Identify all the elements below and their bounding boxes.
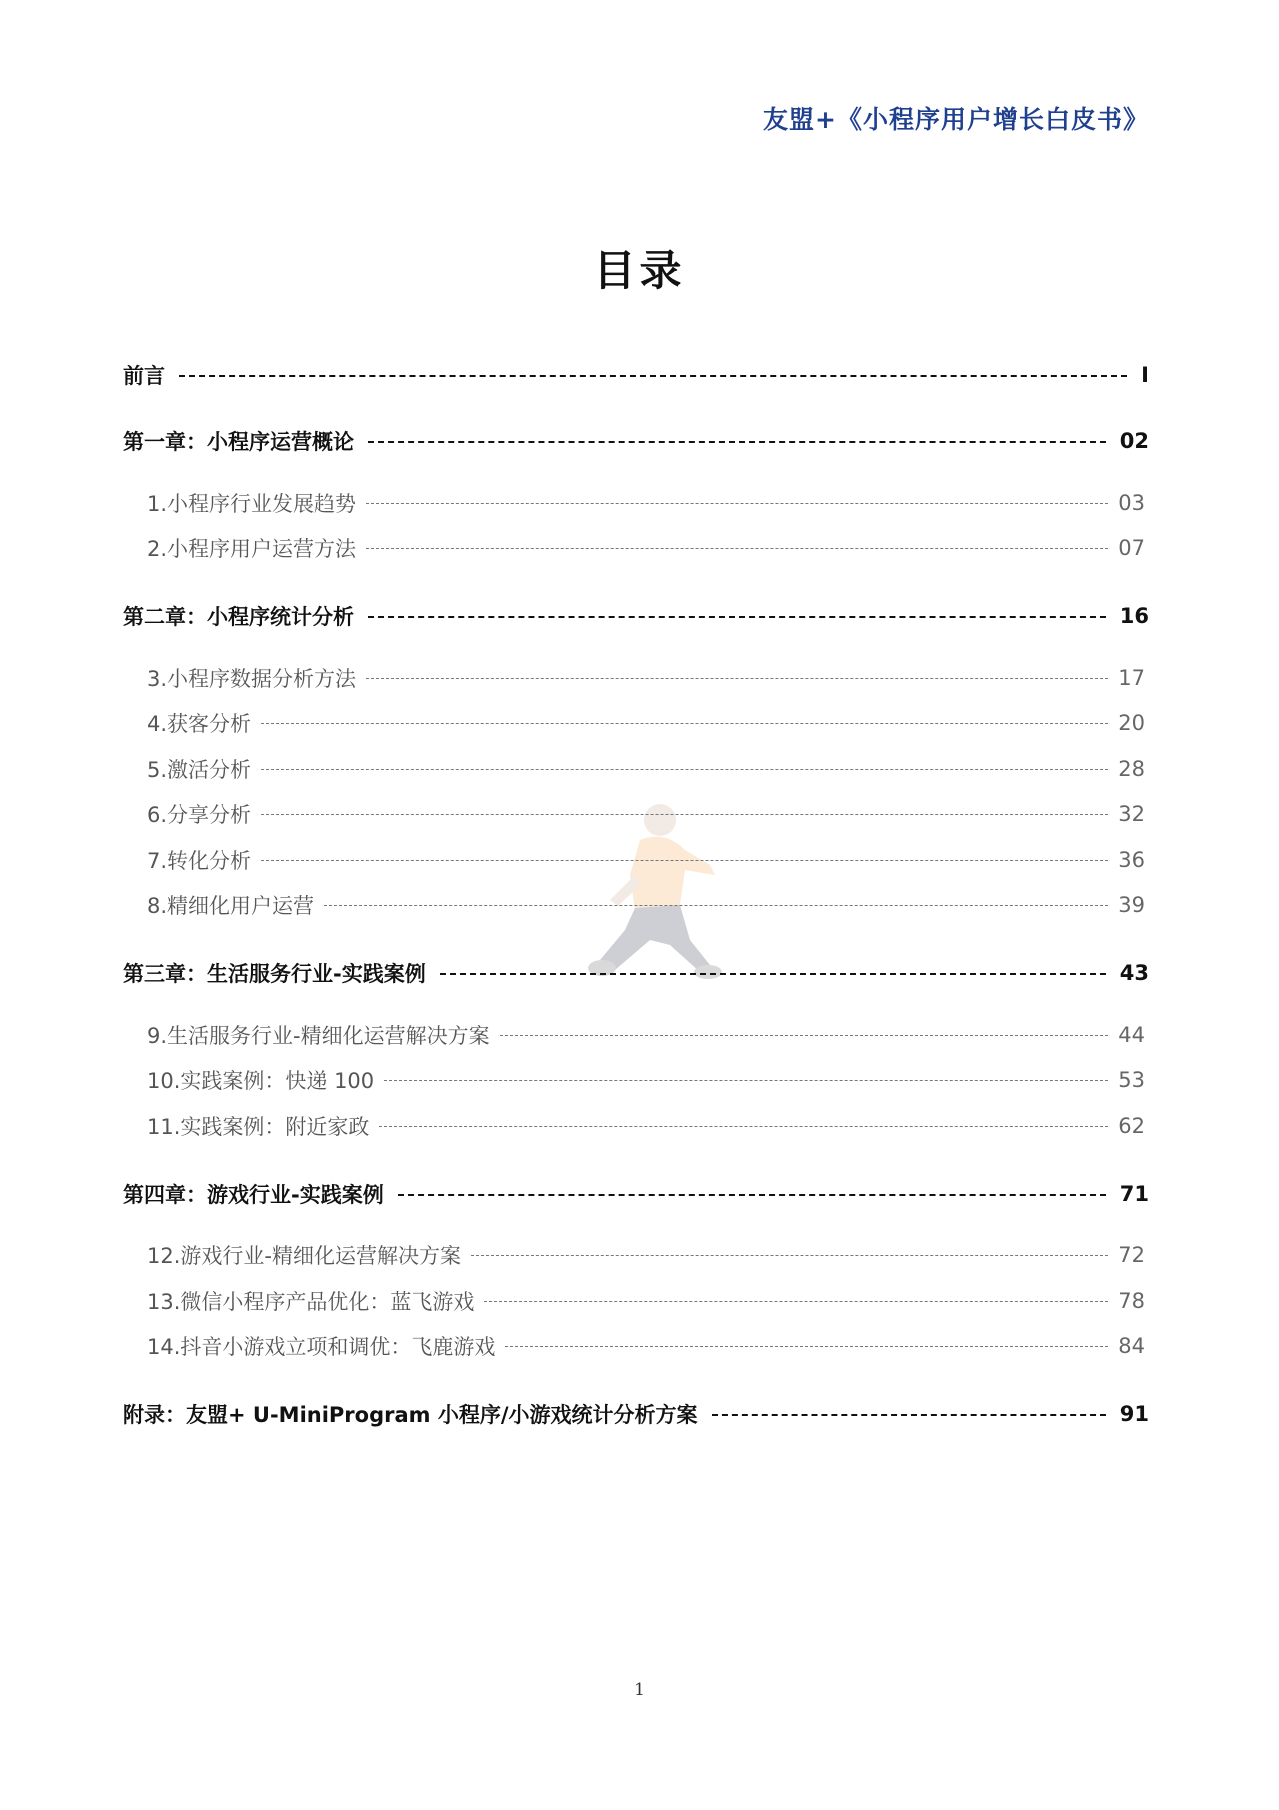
toc-page-number: 78 xyxy=(1118,1288,1145,1313)
toc-entry-title: 6.分享分析 xyxy=(147,803,252,828)
toc-page-number: 84 xyxy=(1118,1334,1145,1359)
toc-page-number: 07 xyxy=(1118,536,1145,561)
toc-page-number: 72 xyxy=(1118,1243,1145,1268)
toc-entry-title: 1.小程序行业发展趋势 xyxy=(147,491,357,516)
toc-chapter-entry[interactable] xyxy=(123,1161,1155,1227)
toc-page-number: 44 xyxy=(1118,1022,1145,1047)
dotted-leader xyxy=(261,758,1108,780)
toc-entry-title: 附录：友盟+ U-MiniProgram 小程序/小游戏统计分析方案 xyxy=(123,1403,698,1427)
dotted-leader xyxy=(484,1290,1108,1312)
toc-page-number: 02 xyxy=(1119,429,1149,453)
toc-chapter-entry[interactable] xyxy=(123,583,1155,649)
dotted-leader xyxy=(261,712,1108,734)
dotted-leader xyxy=(261,849,1108,871)
dotted-leader xyxy=(366,537,1108,559)
toc-section-entry[interactable] xyxy=(123,746,1155,792)
toc-section-entry[interactable] xyxy=(123,1324,1155,1370)
toc-chapter-entry[interactable] xyxy=(123,940,1155,1006)
toc-page-number: 62 xyxy=(1118,1113,1145,1138)
dotted-leader xyxy=(368,430,1106,452)
dotted-leader xyxy=(500,1024,1109,1046)
toc-page-number: 53 xyxy=(1118,1068,1145,1093)
toc-page-number: 03 xyxy=(1118,490,1145,515)
dotted-leader xyxy=(366,667,1108,689)
toc-entry-title: 5.激活分析 xyxy=(147,757,252,782)
toc-section-entry[interactable] xyxy=(123,883,1155,929)
toc-entry-title: 10.实践案例：快递 100 xyxy=(147,1069,375,1094)
toc-page-number: 91 xyxy=(1119,1402,1149,1426)
toc-page-number: 20 xyxy=(1118,711,1145,736)
toc-section-entry[interactable] xyxy=(123,1058,1155,1104)
toc-chapter-entry[interactable] xyxy=(123,342,1155,408)
page-title: 目录 xyxy=(593,246,686,295)
toc-section-entry[interactable] xyxy=(123,1012,1155,1058)
dotted-leader xyxy=(324,894,1108,916)
toc-entry-title: 4.获客分析 xyxy=(147,712,252,737)
toc-entry-title: 3.小程序数据分析方法 xyxy=(147,666,357,691)
toc-page-number: 17 xyxy=(1118,665,1145,690)
toc-entry-title: 第一章：小程序运营概论 xyxy=(123,430,354,454)
toc-section-entry[interactable] xyxy=(123,655,1155,701)
toc-page-number: I xyxy=(1141,363,1149,387)
toc-entry-title: 第三章：生活服务行业-实践案例 xyxy=(123,962,426,986)
toc-page-number: 16 xyxy=(1119,604,1149,628)
dotted-leader xyxy=(368,605,1106,627)
toc-entry-title: 9.生活服务行业-精细化运营解决方案 xyxy=(147,1023,490,1048)
dotted-leader xyxy=(471,1244,1108,1266)
dotted-leader xyxy=(712,1403,1106,1425)
toc-page-number: 36 xyxy=(1118,847,1145,872)
toc-page-number: 32 xyxy=(1118,802,1145,827)
toc-section-entry[interactable] xyxy=(123,1233,1155,1279)
toc-section-entry[interactable] xyxy=(123,837,1155,883)
table-of-contents xyxy=(123,342,1155,1447)
dotted-leader xyxy=(379,1115,1108,1137)
toc-entry-title: 7.转化分析 xyxy=(147,848,252,873)
document-header-title: 友盟+《小程序用户增长白皮书》 xyxy=(763,105,1149,134)
dotted-leader xyxy=(384,1069,1108,1091)
dotted-leader xyxy=(179,364,1127,386)
toc-entry-title: 前言 xyxy=(123,364,165,388)
toc-section-entry[interactable] xyxy=(123,701,1155,747)
toc-page-number: 28 xyxy=(1118,756,1145,781)
dotted-leader xyxy=(261,803,1108,825)
toc-entry-title: 8.精细化用户运营 xyxy=(147,894,315,919)
toc-section-entry[interactable] xyxy=(123,480,1155,526)
dotted-leader xyxy=(505,1335,1108,1357)
toc-entry-title: 第四章：游戏行业-实践案例 xyxy=(123,1182,384,1207)
dotted-leader xyxy=(398,1183,1106,1205)
page-number: 1 xyxy=(634,1680,645,1700)
toc-entry-title: 13.微信小程序产品优化：蓝飞游戏 xyxy=(147,1289,475,1314)
dotted-leader xyxy=(366,492,1108,514)
toc-chapter-entry[interactable] xyxy=(123,408,1155,474)
toc-section-entry[interactable] xyxy=(123,792,1155,838)
toc-page-number: 71 xyxy=(1119,1181,1149,1206)
dotted-leader xyxy=(440,962,1106,984)
toc-entry-title: 第二章：小程序统计分析 xyxy=(123,605,354,629)
toc-section-entry[interactable] xyxy=(123,1278,1155,1324)
toc-entry-title: 12.游戏行业-精细化运营解决方案 xyxy=(147,1244,461,1269)
toc-entry-title: 14.抖音小游戏立项和调优：飞鹿游戏 xyxy=(147,1335,496,1360)
toc-page-number: 43 xyxy=(1119,961,1149,985)
toc-section-entry[interactable] xyxy=(123,526,1155,572)
toc-entry-title: 11.实践案例：附近家政 xyxy=(147,1114,370,1139)
toc-chapter-entry[interactable] xyxy=(123,1381,1155,1447)
toc-entry-title: 2.小程序用户运营方法 xyxy=(147,537,357,562)
toc-section-entry[interactable] xyxy=(123,1103,1155,1149)
toc-page-number: 39 xyxy=(1118,893,1145,918)
